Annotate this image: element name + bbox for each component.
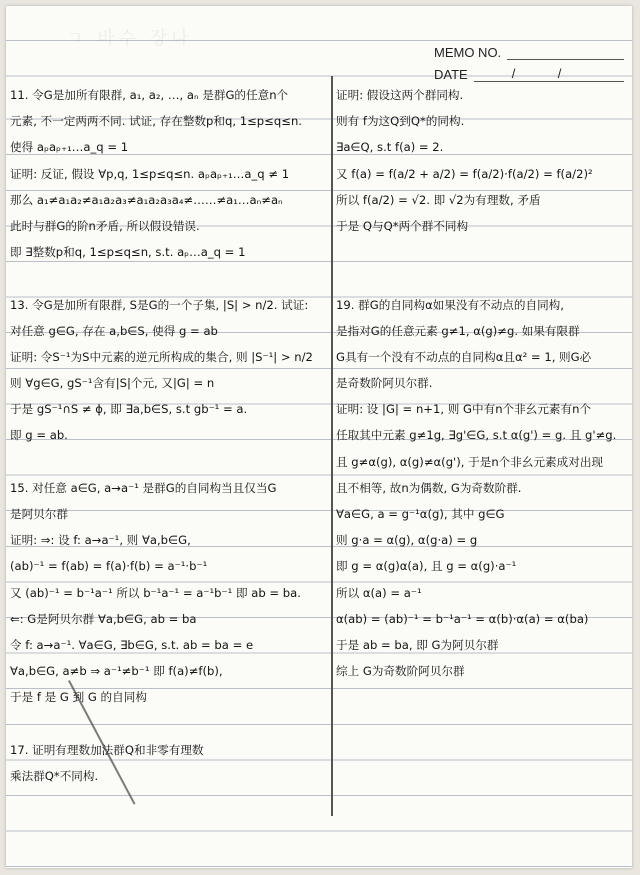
handwritten-line: 则 g·a = α(g), α(g·a) = g (336, 533, 478, 548)
handwritten-line: α(ab) = (ab)⁻¹ = b⁻¹a⁻¹ = α(b)·α(a) = α(ba) (336, 611, 589, 626)
handwritten-line: 且不相等, 故n为偶数, G为奇数阶群. (336, 480, 522, 495)
handwritten-line: 此时与群G的阶n矛盾, 所以假设错误. (10, 218, 200, 233)
handwritten-line: 是奇数阶阿贝尔群. (336, 376, 433, 391)
handwritten-line: 于是 ab = ba, 即 G为阿贝尔群 (336, 637, 499, 652)
handwritten-line: 证明: 反证, 假设 ∀p,q, 1≤p≤q≤n. aₚaₚ₊₁…a_q ≠ 1 (10, 166, 290, 181)
handwritten-line: 15. 对任意 a∈G, a→a⁻¹ 是群G的自同构当且仅当G (10, 480, 277, 495)
handwritten-line: 于是 gS⁻¹∩S ≠ ϕ, 即 ∃a,b∈S, s.t gb⁻¹ = a. (10, 402, 248, 417)
handwritten-line (10, 449, 328, 475)
bleed-through-text: ㄱ 바수 장나 (66, 28, 193, 49)
handwritten-line (336, 265, 628, 291)
handwritten-line: 对任意 g∈G, 存在 a,b∈S, 使得 g = ab (10, 323, 218, 338)
right-column (336, 82, 628, 789)
handwritten-line: 又 (ab)⁻¹ = b⁻¹a⁻¹ 所以 b⁻¹a⁻¹ = a⁻¹b⁻¹ 即 ab = ba. (10, 585, 301, 600)
handwritten-line: 则有 f为这Q到Q*的同构. (336, 114, 465, 129)
handwritten-line: ∃a∈Q, s.t f(a) = 2. (336, 140, 444, 155)
handwritten-line: 且 g≠α(g), α(g)≠α(g'), 于是n个非幺元素成对出现 (336, 454, 604, 469)
notebook-page (6, 6, 632, 868)
memo-number-field (507, 47, 624, 60)
handwritten-line: 则 ∀g∈G, gS⁻¹含有|S|个元, 又|G| = n (10, 376, 215, 391)
handwritten-line: 13. 令G是加所有限群, S是G的一个子集, |S| > n/2. 试证: (10, 297, 309, 312)
date-field (474, 66, 624, 82)
handwritten-line: ∀a,b∈G, a≠b ⇒ a⁻¹≠b⁻¹ 即 f(a)≠f(b), (10, 664, 223, 679)
handwritten-line: 使得 aₚaₚ₊₁…a_q = 1 (10, 140, 129, 155)
date-label: DATE (434, 67, 468, 82)
handwritten-line: 令 f: a→a⁻¹. ∀a∈G, ∃b∈G, s.t. ab = ba = e (10, 637, 254, 652)
handwritten-line: 证明: 设 |G| = n+1, 则 G中有n个非幺元素有n个 (336, 402, 592, 417)
date-row (434, 64, 624, 82)
handwritten-line: G具有一个没有不动点的自同构α且α² = 1, 则G必 (336, 349, 592, 364)
handwritten-line: 任取其中元素 g≠1g, ∃g'∈G, s.t α(g') = g. 且 g'≠g. (336, 428, 617, 443)
handwritten-line (336, 737, 628, 763)
handwritten-line: 证明: ⇒: 设 f: a→a⁻¹, 则 ∀a,b∈G, (10, 533, 191, 548)
handwritten-line: ⇐: G是阿贝尔群 ∀a,b∈G, ab = ba (10, 611, 197, 626)
handwritten-line: (ab)⁻¹ = f(ab) = f(a)·f(b) = a⁻¹·b⁻¹ (10, 559, 208, 574)
handwritten-line (336, 711, 628, 737)
handwritten-line (336, 239, 628, 265)
date-separator-1: / (511, 66, 516, 81)
memo-number-label: MEMO NO. (434, 45, 502, 60)
memo-header (434, 42, 624, 82)
handwritten-line: 即 g = α(g)α(a), 且 g = α(g)·a⁻¹ (336, 559, 517, 574)
handwritten-line: 于是 f 是 G 到 G 的自同构 (10, 690, 147, 705)
handwritten-line: 元素, 不一定两两不同. 试证, 存在整数p和q, 1≤p≤q≤n. (10, 114, 302, 129)
handwritten-line: 17. 证明有理数加法群Q和非零有理数 (10, 742, 204, 757)
handwritten-line: 证明: 令S⁻¹为S中元素的逆元所构成的集合, 则 |S⁻¹| > n/2 (10, 349, 313, 364)
handwritten-line: 所以 f(a/2) = √2. 即 √2为有理数, 矛盾 (336, 192, 541, 207)
handwritten-line: 19. 群G的自同构α如果没有不动点的自同构, (336, 297, 564, 312)
handwritten-line: 11. 令G是加所有限群, a₁, a₂, …, aₙ 是群G的任意n个 (10, 88, 289, 102)
handwritten-line: 即 ∃整数p和q, 1≤p≤q≤n, s.t. aₚ…a_q = 1 (10, 245, 246, 260)
handwritten-line: 是阿贝尔群 (10, 507, 68, 521)
left-column (10, 82, 328, 789)
handwritten-line (336, 684, 628, 710)
handwritten-line (10, 711, 328, 737)
handwritten-line: 乘法群Q*不同构. (10, 768, 99, 783)
handwritten-line: 证明: 假设这两个群同构. (336, 88, 464, 102)
handwritten-line (10, 265, 328, 291)
column-divider (331, 76, 333, 816)
handwritten-line: 于是 Q与Q*两个群不同构 (336, 218, 469, 233)
handwritten-line (336, 763, 628, 789)
handwritten-line: 那么 a₁≠a₁a₂≠a₁a₂a₃≠a₁a₂a₃a₄≠……≠a₁…aₙ≠aₙ (10, 192, 283, 207)
handwritten-line: 是指对G的任意元素 g≠1, α(g)≠g. 如果有限群 (336, 323, 580, 338)
date-separator-2: / (557, 66, 562, 81)
handwritten-line: ∀a∈G, a = g⁻¹α(g), 其中 g∈G (336, 507, 505, 521)
handwritten-line: 又 f(a) = f(a/2 + a/2) = f(a/2)·f(a/2) = f(a/2)² (336, 166, 593, 181)
handwritten-line: 综上 G为奇数阶阿贝尔群 (336, 664, 465, 679)
memo-number-row (434, 42, 624, 60)
handwritten-line: 所以 α(a) = a⁻¹ (336, 585, 422, 600)
handwritten-line: 即 g = ab. (10, 428, 68, 443)
